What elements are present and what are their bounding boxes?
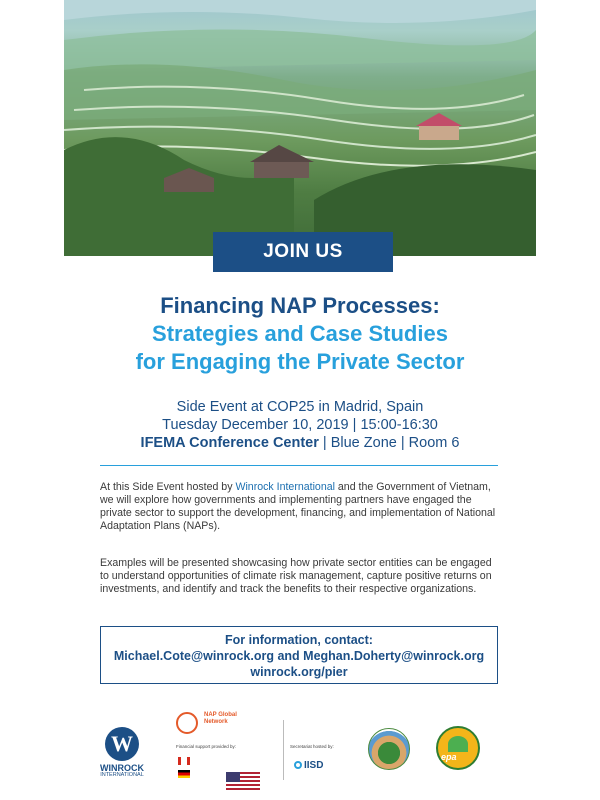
winrock-logo (105, 727, 139, 761)
germany-flag-icon (178, 770, 190, 778)
usa-flag-icon (226, 772, 260, 792)
event-location: Side Event at COP25 in Madrid, Spain (176, 399, 424, 415)
separator: | (400, 435, 405, 451)
divider (100, 465, 498, 466)
vietnam-ministry-logo (368, 728, 410, 770)
event-zone: Blue Zone (330, 435, 397, 451)
iisd-label: IISD (304, 760, 324, 771)
contact-box (100, 626, 498, 684)
separator: | (352, 417, 357, 433)
winrock-name: WINROCK (100, 763, 144, 773)
event-title (0, 292, 600, 376)
event-room: Room 6 (408, 435, 460, 451)
contact-emails[interactable]: Michael.Cote@winrock.org and Meghan.Doherty@winrock.org (113, 649, 485, 663)
nap-network-name: NAP Global Network (204, 712, 237, 725)
event-date: Tuesday December 10, 2019 (162, 417, 349, 433)
epa-label: epa (441, 752, 457, 762)
nap-network-icon (176, 712, 198, 734)
event-venue: IFEMA Conference Center (140, 435, 319, 451)
hero-photo (64, 0, 536, 256)
title-line-2: Strategies and Case Studies (152, 321, 448, 346)
paragraph-intro-post: and the Government of Vietnam, we will explore how governments and implementing partners have engaged the private sector to support the development, financing, and implementation of National Adaptation Plans (NAPs). (100, 481, 496, 532)
secretariat-note: Secretariat hosted by: (290, 744, 334, 749)
title-line-3: for Engaging the Private Sector (135, 349, 465, 374)
paragraph-intro-pre: At this Side Event hosted by (100, 481, 236, 493)
winrock-subtitle: INTERNATIONAL (100, 772, 144, 778)
contact-heading: For information, contact: (225, 633, 373, 647)
event-datetime (0, 416, 600, 434)
title-line-1: Financing NAP Processes: (160, 293, 440, 318)
winrock-link[interactable]: Winrock International (235, 481, 335, 493)
event-venue-line (0, 434, 600, 452)
event-time: 15:00-16:30 (360, 417, 438, 433)
canada-flag-icon (178, 757, 190, 765)
contact-url[interactable]: winrock.org/pier (250, 665, 348, 679)
epa-logo (436, 726, 480, 770)
iisd-ring-icon (294, 761, 302, 769)
financial-support-note: Financial support provided by: (176, 744, 237, 749)
logo-divider (283, 720, 284, 780)
paragraph-examples: Examples will be presented showcasing how private sector entities can be engaged to understand opportunities of climate risk management, capture positive returns on investments, and identify and track the benefits to their respective organizations. (100, 557, 492, 595)
join-us-banner: JOIN US (213, 232, 393, 272)
paragraph-intro (100, 481, 502, 533)
separator: | (322, 435, 327, 451)
winrock-logo-letter: W (111, 731, 133, 756)
event-details (0, 398, 600, 452)
iisd-logo (294, 760, 323, 771)
